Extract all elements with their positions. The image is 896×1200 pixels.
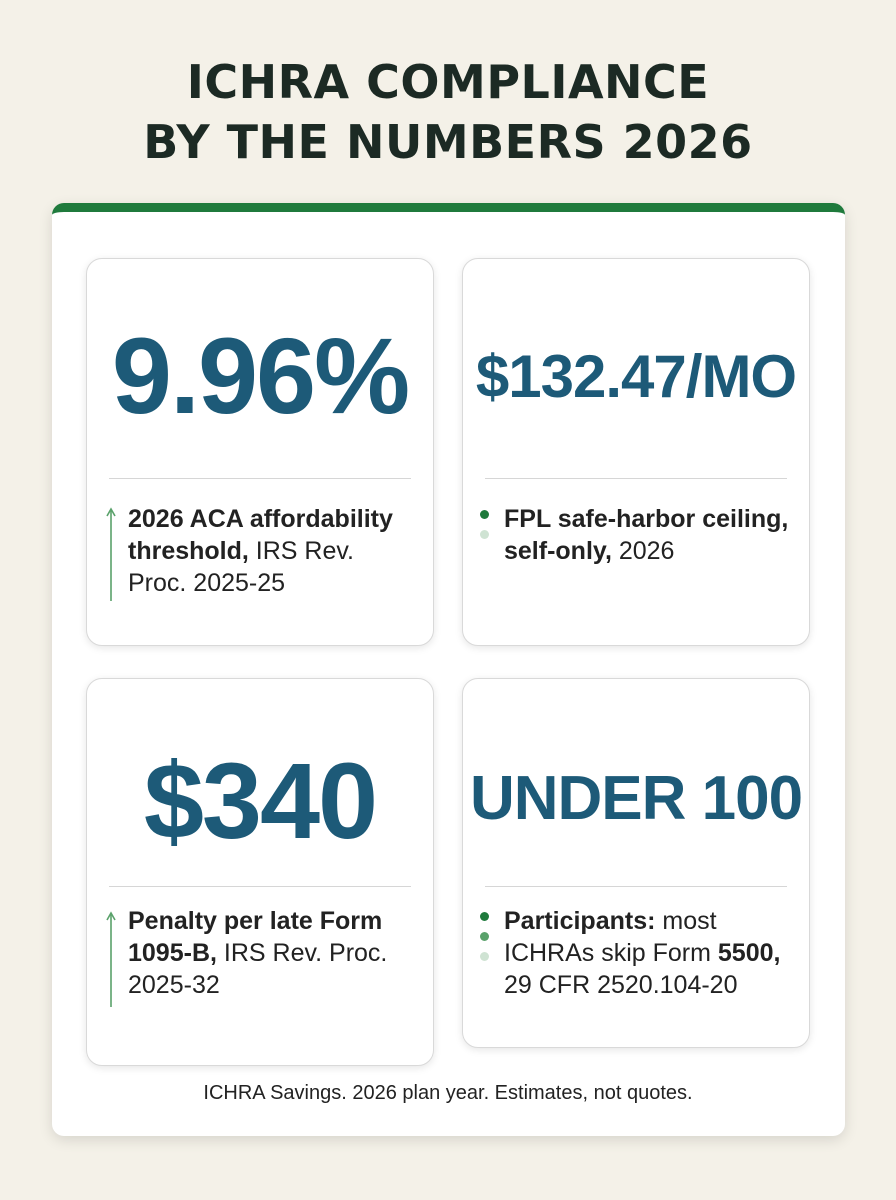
- card-divider: [485, 886, 787, 887]
- stat-description-bold: Penalty per late Form 1095-B,: [128, 907, 383, 967]
- stat-description-rest: IRS Rev. Proc. 2025-25: [128, 537, 354, 597]
- stat-card-penalty: [86, 678, 434, 1066]
- stat-value: $132.47/MO: [475, 343, 797, 410]
- stat-description-bold-number: 5500,: [717, 939, 781, 967]
- card-divider: [109, 478, 411, 479]
- stat-description-bold: Participants:: [504, 907, 656, 935]
- dot-bullet-icon: [480, 912, 489, 921]
- dot-bullet-icon: [480, 510, 489, 519]
- footer-note: ICHRA Savings. 2026 plan year. Estimates, not quotes.: [203, 1082, 693, 1104]
- stat-value: 9.96%: [111, 315, 409, 436]
- stat-description-citation: 29 CFR 2520.104-20: [504, 971, 738, 999]
- stat-description: [504, 905, 795, 1001]
- page-title-line-1: ICHRA COMPLIANCE: [186, 55, 710, 109]
- dot-bullet-icon: [480, 530, 489, 539]
- stat-description-rest: IRS Rev. Proc. 2025-32: [128, 939, 388, 999]
- dot-bullet-icon: [480, 952, 489, 961]
- stat-description-bold: 2026 ACA affordability threshold,: [128, 505, 393, 565]
- stat-card-fpl-safe-harbor: [462, 258, 810, 646]
- stat-value: $340: [143, 740, 377, 861]
- card-divider: [485, 478, 787, 479]
- stat-description-bold: FPL safe-harbor ceiling, self-only,: [504, 505, 789, 565]
- stat-description: [128, 905, 419, 1001]
- page-title-line-2: BY THE NUMBERS 2026: [143, 115, 753, 169]
- stat-description-rest: most ICHRAs skip Form: [504, 907, 718, 967]
- up-arrow-icon: [106, 507, 116, 601]
- stat-description: [128, 503, 419, 599]
- up-arrow-icon: [106, 911, 116, 1007]
- stat-description-rest: 2026: [611, 537, 675, 565]
- dot-bullet-icon: [480, 932, 489, 941]
- page-title: [0, 52, 896, 172]
- stat-card-participants: [462, 678, 810, 1048]
- stat-card-affordability: [86, 258, 434, 646]
- stat-value: UNDER 100: [469, 764, 803, 833]
- card-divider: [109, 886, 411, 887]
- stat-description: [504, 503, 795, 567]
